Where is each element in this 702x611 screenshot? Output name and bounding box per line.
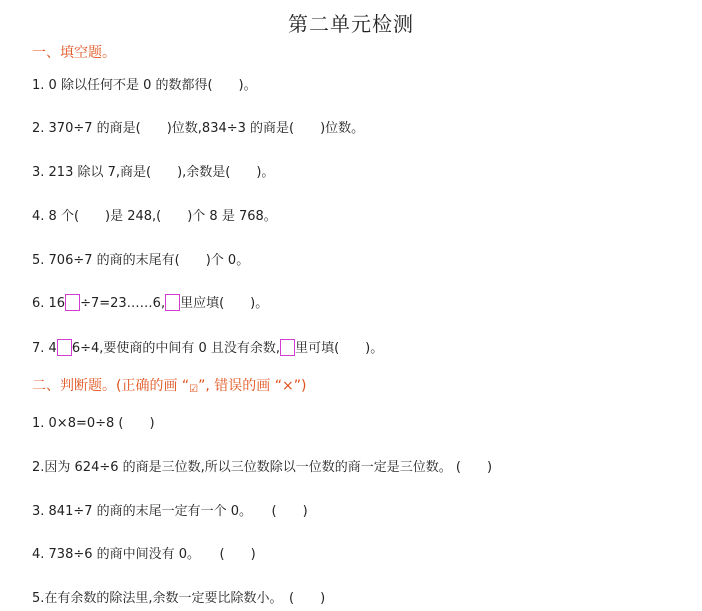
check-mark-icon: ☑ [189,384,199,395]
section-judge-heading-a: 二、判断题。(正确的画 “ [32,378,190,394]
fill-question-1: 1. 0 除以任何不是 0 的数都得( )。 [32,78,257,93]
page-title: 第二单元检测 [288,12,414,36]
section-fill-heading: 一、填空题。 [32,45,116,61]
fill-question-5: 5. 706÷7 的商的末尾有( )个 0。 [32,253,250,268]
section-judge-heading-b: ”, 错误的画 “×”) [198,378,307,394]
answer-box[interactable] [57,339,72,356]
fill-question-2: 2. 370÷7 的商是( )位数,834÷3 的商是( )位数。 [32,121,365,136]
fill-question-6-part-c: 里应填( )。 [180,296,269,311]
answer-box[interactable] [280,339,295,356]
fill-question-4: 4. 8 个( )是 248,( )个 8 是 768。 [32,209,277,224]
fill-question-7-part-a: 7. 4 [32,341,57,356]
fill-question-3: 3. 213 除以 7,商是( ),余数是( )。 [32,165,275,180]
fill-question-7 [32,339,383,358]
fill-question-6-part-a: 6. 16 [32,296,66,311]
judge-question-3: 3. 841÷7 的商的末尾一定有一个 0。 ( ) [32,504,308,519]
section-judge-heading [32,375,306,395]
answer-box[interactable] [65,294,80,311]
fill-question-7-part-c: 里可填( )。 [295,341,384,356]
judge-question-1: 1. 0×8=0÷8 ( ) [32,416,155,431]
judge-question-2: 2.因为 624÷6 的商是三位数,所以三位数除以一位数的商一定是三位数。 ( ) [32,460,493,475]
judge-question-5: 5.在有余数的除法里,余数一定要比除数小。 ( ) [32,591,326,606]
fill-question-7-part-b: 6÷4,要使商的中间有 0 且没有余数, [71,341,281,356]
judge-question-4: 4. 738÷6 的商中间没有 0。 ( ) [32,547,256,562]
fill-question-6 [32,294,268,313]
answer-box[interactable] [165,294,180,311]
fill-question-6-part-b: ÷7=23……6, [80,296,166,311]
